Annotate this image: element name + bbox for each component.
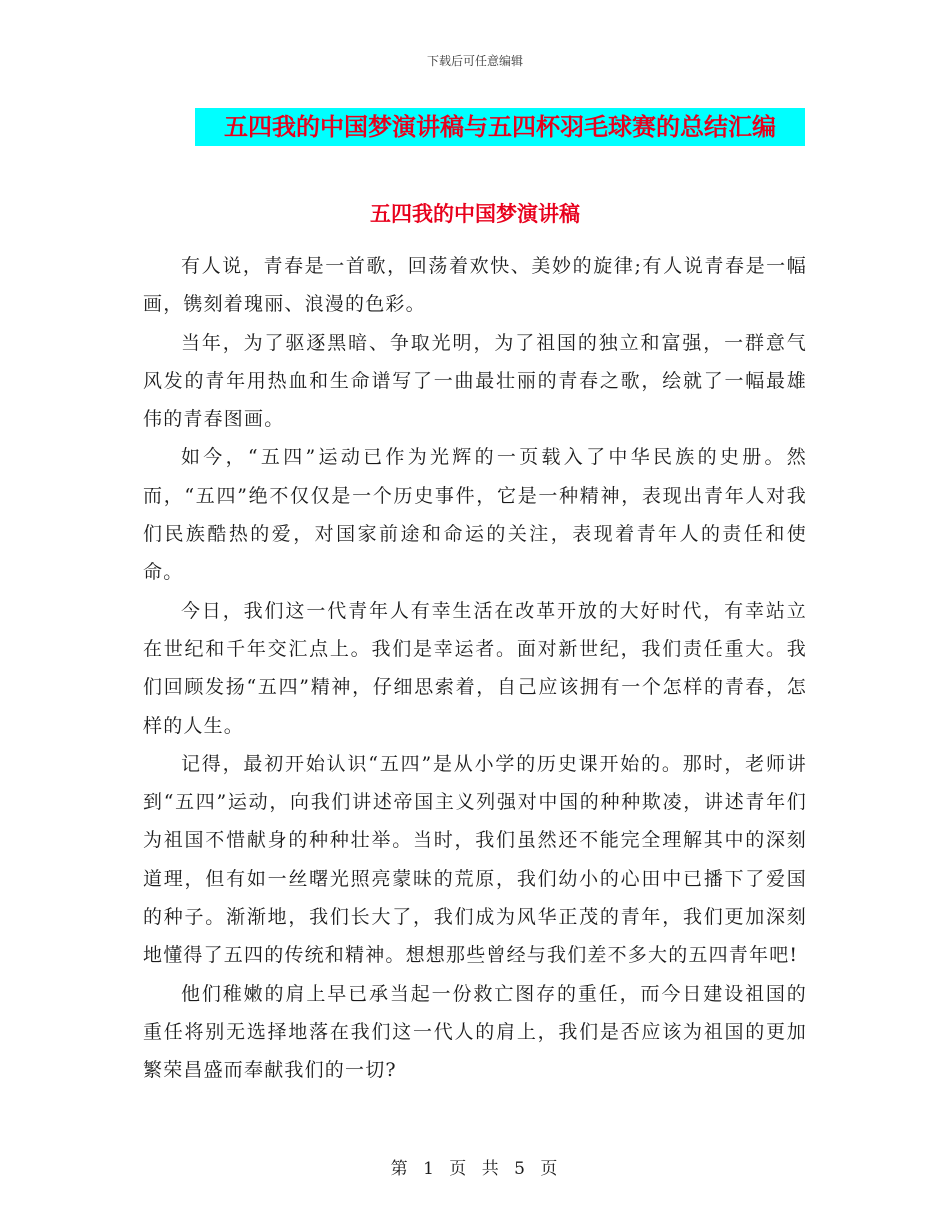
- paragraph: 今日，我们这一代青年人有幸生活在改革开放的大好时代，有幸站立在世纪和千年交汇点上。我们是幸运者。面对新世纪，我们责任重大。我们回顾发扬“五四”精神，仔细思索着，自己应该拥有一个怎样的青春，怎样的人生。: [143, 599, 807, 737]
- paragraph: 当年，为了驱逐黑暗、争取光明，为了祖国的独立和富强，一群意气风发的青年用热血和生命谱写了一曲最壮丽的青春之歌，绘就了一幅最雄伟的青春图画。: [143, 331, 807, 431]
- header-note: 下载后可任意编辑: [426, 54, 523, 68]
- section-title: 五四我的中国梦演讲稿: [370, 201, 580, 226]
- paragraph: 记得，最初开始认识“五四”是从小学的历史课开始的。那时，老师讲到“五四”运动，向我们讲述帝国主义列强对中国的种种欺凌，讲述青年们为祖国不惜献身的种种壮举。当时，我们虽然还不能完全理解其中的深刻道理，但有如一丝曙光照亮蒙昧的荒原，我们幼小的心田中已播下了爱国的种子。渐渐地，我们长大了，我们成为风华正茂的青年，我们更加深刻地懂得了五四的传统和精神。想想那些曾经与我们差不多大的五四青年吧!: [143, 752, 807, 967]
- document-title: 五四我的中国梦演讲稿与五四杯羽毛球赛的总结汇编: [224, 112, 776, 141]
- paragraph: 有人说，青春是一首歌，回荡着欢快、美妙的旋律;有人说青春是一幅画，镌刻着瑰丽、浪漫的色彩。: [143, 255, 807, 316]
- paragraph: 他们稚嫩的肩上早已承当起一份救亡图存的重任，而今日建设祖国的重任将别无选择地落在我们这一代人的肩上，我们是否应该为祖国的更加繁荣昌盛而奉献我们的一切?: [143, 982, 807, 1082]
- paragraph: 如今，“五四”运动已作为光辉的一页载入了中华民族的史册。然而，“五四”绝不仅仅是一个历史事件，它是一种精神，表现出青年人对我们民族酷热的爱，对国家前途和命运的关注，表现着青年人的责任和使命。: [143, 446, 807, 584]
- document-body: [143, 247, 807, 1090]
- page-footer: 第 1 页 共 5 页: [390, 1159, 560, 1179]
